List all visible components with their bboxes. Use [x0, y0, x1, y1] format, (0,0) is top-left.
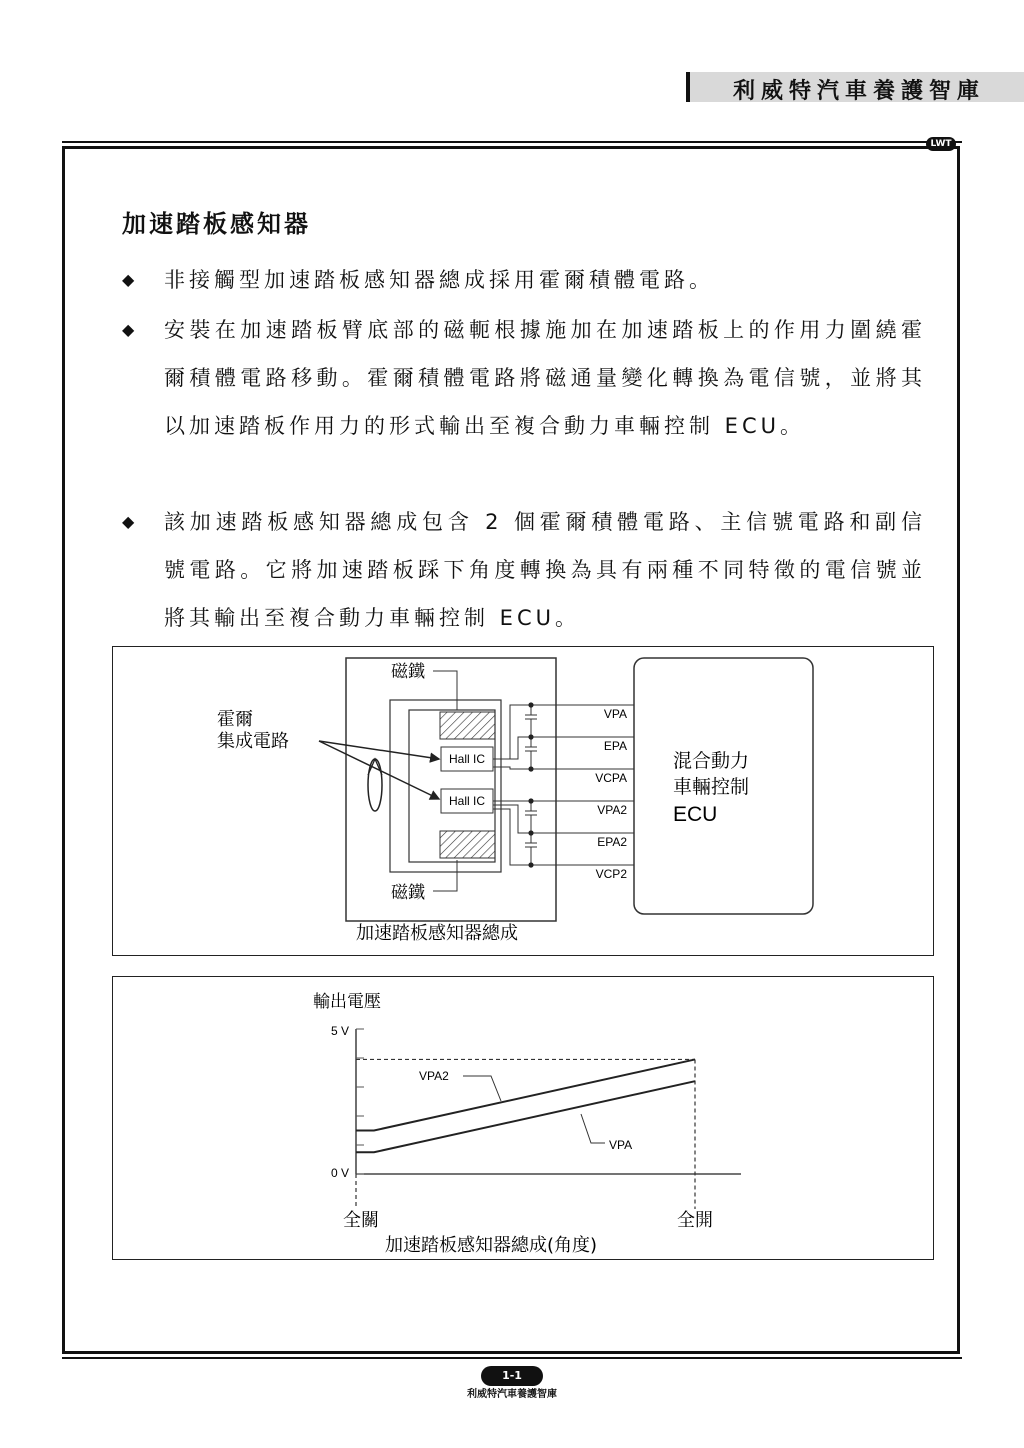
bullet-icon: ◆: [122, 270, 135, 289]
paragraph-1: 非接觸型加速踏板感知器總成採用霍爾積體電路。: [164, 268, 714, 292]
series-label-vpa2: VPA2: [419, 1069, 449, 1083]
rotation-icon: [368, 759, 382, 811]
assembly-caption: 加速踏板感知器總成: [356, 923, 518, 944]
y-tick-5v: 5 V: [330, 1024, 349, 1038]
page-number: 1-1: [481, 1366, 543, 1386]
signal-vpa2: VPA2: [597, 803, 627, 817]
footer-publisher: 利威特汽車養護智庫: [467, 1389, 557, 1400]
paragraph-2: 安裝在加速踏板臂底部的磁軛根據施加在加速踏板上的作用力圍繞霍爾積體電路移動。霍爾積體電路將磁通量變化轉換為電信號，並將其以加速踏板作用力的形式輸出至複合動力車輛控制 ECU。: [164, 318, 926, 438]
magnet-top-label: 磁鐵: [391, 662, 425, 682]
y-tick-0v: 0 V: [330, 1166, 349, 1180]
hall-ic-2-label: Hall IC: [448, 794, 486, 808]
magnet-top: [440, 712, 495, 739]
signal-vpa: VPA: [603, 707, 627, 721]
header-title: 利威特汽車養護智庫: [732, 79, 985, 104]
magnet-bottom: [440, 831, 495, 858]
ecu-label-3: ECU: [673, 803, 718, 826]
x-tick-closed: 全關: [343, 1210, 379, 1231]
bullet-icon: ◆: [122, 512, 135, 531]
lwt-logo: LWT: [926, 137, 956, 151]
bottom-rule: [62, 1357, 962, 1359]
series-label-vpa: VPA: [609, 1138, 633, 1152]
voltage-chart: [112, 976, 934, 1260]
paragraph-3: 該加速踏板感知器總成包含 2 個霍爾積體電路、主信號電路和副信號電路。它將加速踏板踩下角度轉換為具有兩種不同特徵的電信號並將其輸出至複合動力車輛控制 ECU。: [164, 510, 926, 630]
top-rule: [62, 141, 962, 143]
section-title: 加速踏板感知器: [122, 210, 311, 238]
series-line-vpa2: [356, 1059, 695, 1130]
header-bar: [686, 72, 1024, 102]
y-axis-label: 輸出電壓: [313, 992, 381, 1012]
x-axis-label: 加速踏板感知器總成(角度): [385, 1235, 598, 1256]
signal-vcp2: VCP2: [595, 867, 627, 881]
ecu-label-1: 混合動力: [673, 750, 750, 772]
ecu-label-2: 車輛控制: [673, 776, 750, 798]
x-tick-open: 全開: [677, 1210, 713, 1231]
hall-ic-1-label: Hall IC: [448, 752, 486, 766]
hall-label-2: 集成電路: [217, 731, 289, 752]
series-line-vpa: [356, 1081, 695, 1152]
vpa2-leader: [463, 1076, 501, 1101]
signal-epa2: EPA2: [597, 835, 627, 849]
bullet-icon: ◆: [122, 320, 135, 339]
sensor-diagram: [112, 646, 934, 956]
signal-vcpa: VCPA: [595, 771, 627, 785]
vpa-leader: [581, 1114, 605, 1143]
magnet-bottom-label: 磁鐵: [391, 883, 425, 903]
hall-label-1: 霍爾: [217, 709, 253, 730]
signal-epa: EPA: [603, 739, 627, 753]
